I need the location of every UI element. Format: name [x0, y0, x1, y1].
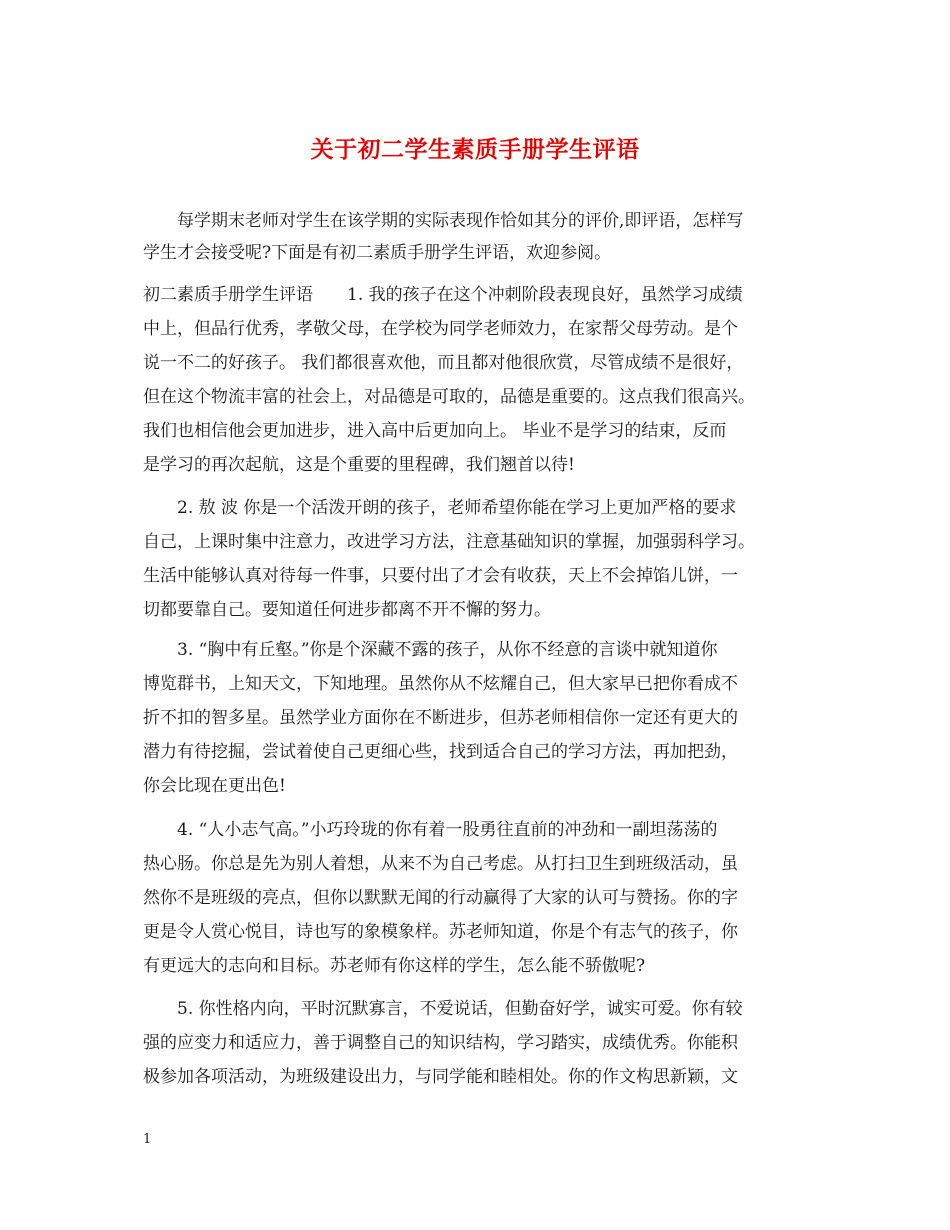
- body-line: 我们也相信他会更加进步，进入高中后更加向上。 毕业不是学习的结束，反而: [143, 421, 727, 441]
- body-line: 更是令人赏心悦目，诗也写的象模象样。苏老师知道，你是个有志气的孩子，你: [143, 922, 738, 942]
- body-line: 但在这个物流丰富的社会上，对品德是可取的，品德是重要的。这点我们很高兴。: [143, 387, 755, 407]
- body-line: 初二素质手册学生评语 1. 我的孩子在这个冲刺阶段表现良好，虽然学习成绩: [143, 285, 743, 305]
- body-line: 学生才会接受呢?下面是有初二素质手册学生评语，欢迎参阅。: [143, 243, 612, 263]
- body-line: 是学习的再次起航，这是个重要的里程碑，我们翘首以待!: [143, 455, 575, 475]
- body-line: 然你不是班级的亮点，但你以默默无闻的行动赢得了大家的认可与赞扬。你的字: [143, 888, 738, 908]
- body-line: 你会比现在更出色!: [143, 776, 286, 796]
- body-line: 折不扣的智多星。虽然学业方面你在不断进步，但苏老师相信你一定还有更大的: [143, 708, 738, 728]
- body-line: 博览群书，上知天文，下知地理。虽然你从不炫耀自己，但大家早已把你看成不: [143, 674, 738, 694]
- body-line: 5. 你性格内向，平时沉默寡言，不爱说话，但勤奋好学，诚实可爱。你有较: [143, 999, 743, 1019]
- body-line: 潜力有待挖掘，尝试着使自己更细心些，找到适合自己的学习方法，再加把劲，: [143, 742, 738, 762]
- body-line: 3. “胸中有丘壑。”你是个深藏不露的孩子，从你不经意的言谈中就知道你: [143, 640, 718, 660]
- body-line: 切都要靠自己。要知道任何进步都离不开不懈的努力。: [143, 600, 551, 620]
- body-line: 4. “人小志气高。”小巧玲珑的你有着一股勇往直前的冲劲和一副坦荡荡的: [143, 820, 718, 840]
- body-line: 极参加各项活动，为班级建设出力，与同学能和睦相处。你的作文构思新颖，文: [143, 1067, 738, 1087]
- body-line: 中上，但品行优秀，孝敬父母，在学校为同学老师效力，在家帮父母劳动。是个: [143, 319, 738, 339]
- body-line: 热心肠。你总是先为别人着想，从来不为自己考虑。从打扫卫生到班级活动，虽: [143, 854, 738, 874]
- page-number: 1: [143, 1132, 152, 1147]
- body-line: 每学期末老师对学生在该学期的实际表现作恰如其分的评价,即评语，怎样写: [143, 211, 744, 231]
- body-line: 说一不二的好孩子。 我们都很喜欢他，而且都对他很欣赏，尽管成绩不是很好，: [143, 353, 744, 373]
- body-line: 有更远大的志向和目标。苏老师有你这样的学生，怎么能不骄傲呢?: [143, 956, 646, 976]
- document-title: 关于初二学生素质手册学生评语: [310, 136, 640, 163]
- body-line: 2. 敖 波 你是一个活泼开朗的孩子，老师希望你能在学习上更加严格的要求: [143, 498, 737, 518]
- body-line: 强的应变力和适应力，善于调整自己的知识结构，学习踏实，成绩优秀。你能积: [143, 1033, 738, 1053]
- body-line: 生活中能够认真对待每一件事，只要付出了才会有收获，天上不会掉馅儿饼，一: [143, 566, 738, 586]
- body-line: 自己，上课时集中注意力，改进学习方法，注意基础知识的掌握，加强弱科学习。: [143, 532, 755, 552]
